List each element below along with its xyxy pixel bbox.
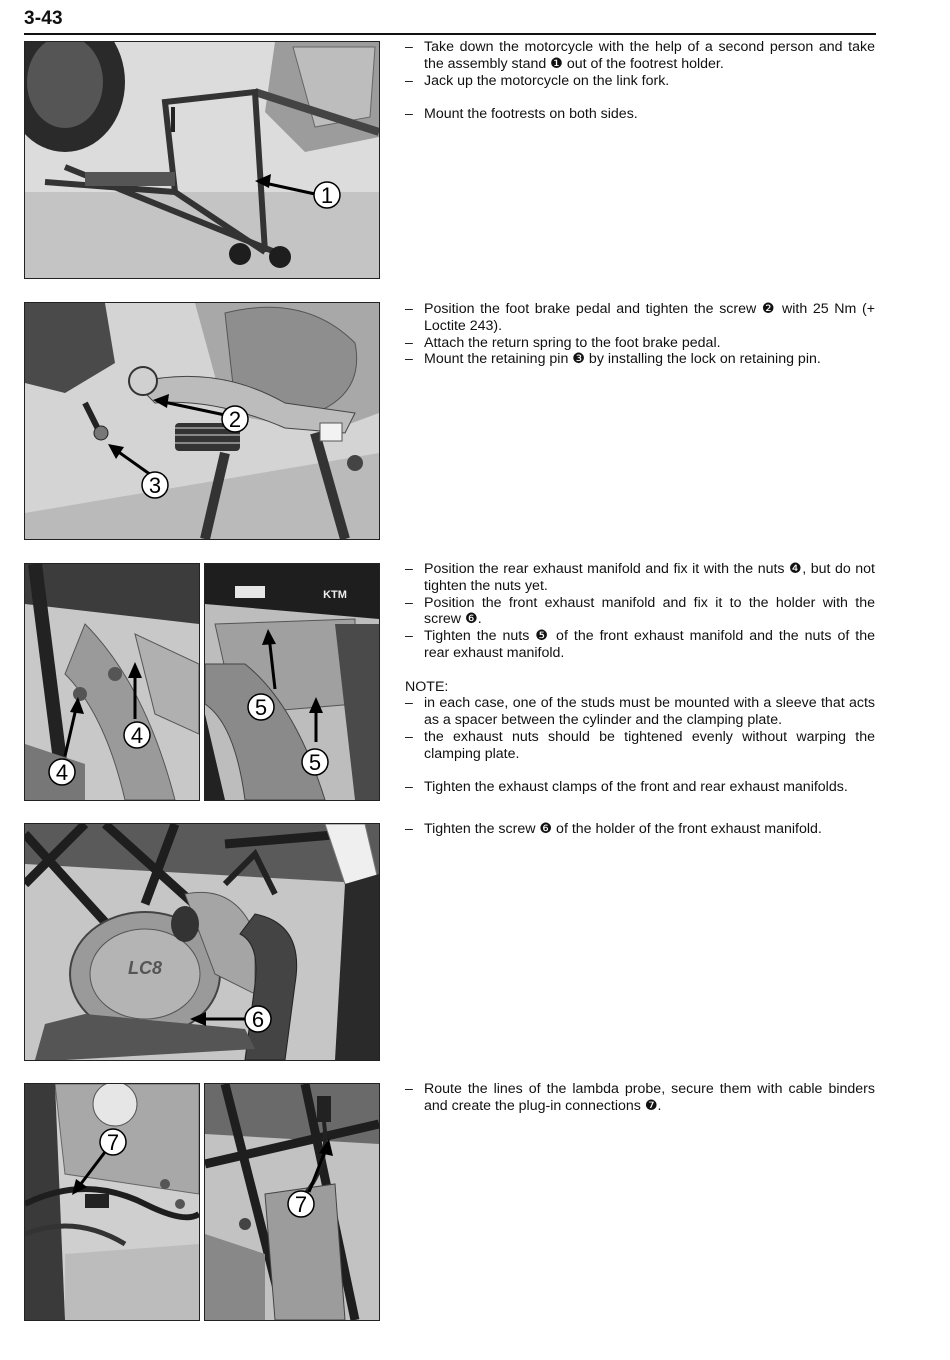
- note-bullet: – the exhaust nuts should be tightened evenly without warping the clamping plate.: [405, 728, 875, 762]
- step-2-bullet: – Attach the return spring to the foot brake pedal.: [405, 334, 721, 351]
- step-3-text: [405, 561, 875, 796]
- note-bullet: – in each case, one of the studs must be mounted with a sleeve that acts as a spacer between the cylinder and the clamping plate.: [405, 695, 875, 729]
- photo-exhaust-holder: [24, 823, 380, 1061]
- ktm-logo: KTM: [323, 589, 347, 601]
- callout-4: 4: [130, 723, 144, 748]
- photo-foot-brake-pedal-drawing: [25, 303, 379, 539]
- page-number: 3-43: [24, 8, 63, 29]
- step-4-bullet: – Tighten the screw ❻ of the holder of the front exhaust manifold.: [405, 821, 822, 837]
- step-2-bullet: – Mount the retaining pin ❸ by installing the lock on retaining pin.: [405, 351, 821, 368]
- step-3-final-bullet: – Tighten the exhaust clamps of the front and rear exhaust manifolds.: [405, 779, 848, 796]
- callout-5b: 5: [308, 750, 322, 775]
- step-3-bullet: – Position the rear exhaust manifold and fix it with the nuts ❹, but do not tighten the nuts yet.: [405, 561, 875, 594]
- step-1-bullet: – Jack up the motorcycle on the link fork.: [405, 72, 670, 89]
- callout-7b: 7: [294, 1192, 308, 1217]
- step-5-text: [405, 1081, 875, 1115]
- lc8-logo: LC8: [127, 958, 163, 978]
- callout-6: 6: [251, 1007, 265, 1032]
- photo-lambda-probe-left-drawing: [25, 1084, 199, 1320]
- step-2-text: [405, 301, 875, 368]
- step-1-bullet: – Mount the footrests on both sides.: [405, 106, 638, 123]
- photo-rear-exhaust-manifold: [24, 563, 200, 801]
- callout-2: 2: [228, 407, 242, 432]
- step-2-bullet: – Position the foot brake pedal and tighten the screw ❷ with 25 Nm (+ Loctite 243).: [405, 301, 875, 334]
- photo-front-exhaust-manifold: [204, 563, 380, 801]
- step-3-bullet: – Tighten the nuts ❺ of the front exhaust manifold and the nuts of the rear exhaust manifold.: [405, 628, 875, 661]
- photo-front-exhaust-manifold-drawing: [205, 564, 379, 800]
- header-rule: [24, 33, 876, 35]
- callout-1: 1: [320, 183, 334, 208]
- photo-exhaust-holder-drawing: [25, 824, 379, 1060]
- step-4-text: [405, 821, 875, 838]
- callout-4b: 4: [55, 760, 69, 785]
- callout-5: 5: [254, 695, 268, 720]
- photo-lambda-probe-right: [204, 1083, 380, 1321]
- step-3-bullet: – Position the front exhaust manifold and fix it to the holder with the screw ❻.: [405, 594, 875, 628]
- photo-lambda-probe-left: [24, 1083, 200, 1321]
- callout-7: 7: [106, 1130, 120, 1155]
- step-1-text: [405, 39, 875, 123]
- step-5-bullet: – Route the lines of the lambda probe, secure them with cable binders and create the plug-in connections ❼.: [405, 1081, 875, 1114]
- step-1-bullet: – Take down the motorcycle with the help of a second person and take the assembly stand ❶ out of the footrest holder.: [405, 39, 875, 72]
- photo-lambda-probe-right-drawing: [205, 1084, 379, 1320]
- note-label: NOTE:: [405, 678, 449, 695]
- photo-foot-brake-pedal: [24, 302, 380, 540]
- photo-assembly-stand: [24, 41, 380, 279]
- callout-3: 3: [148, 473, 162, 498]
- photo-rear-exhaust-manifold-drawing: [25, 564, 199, 800]
- photo-assembly-stand-drawing: [25, 42, 379, 278]
